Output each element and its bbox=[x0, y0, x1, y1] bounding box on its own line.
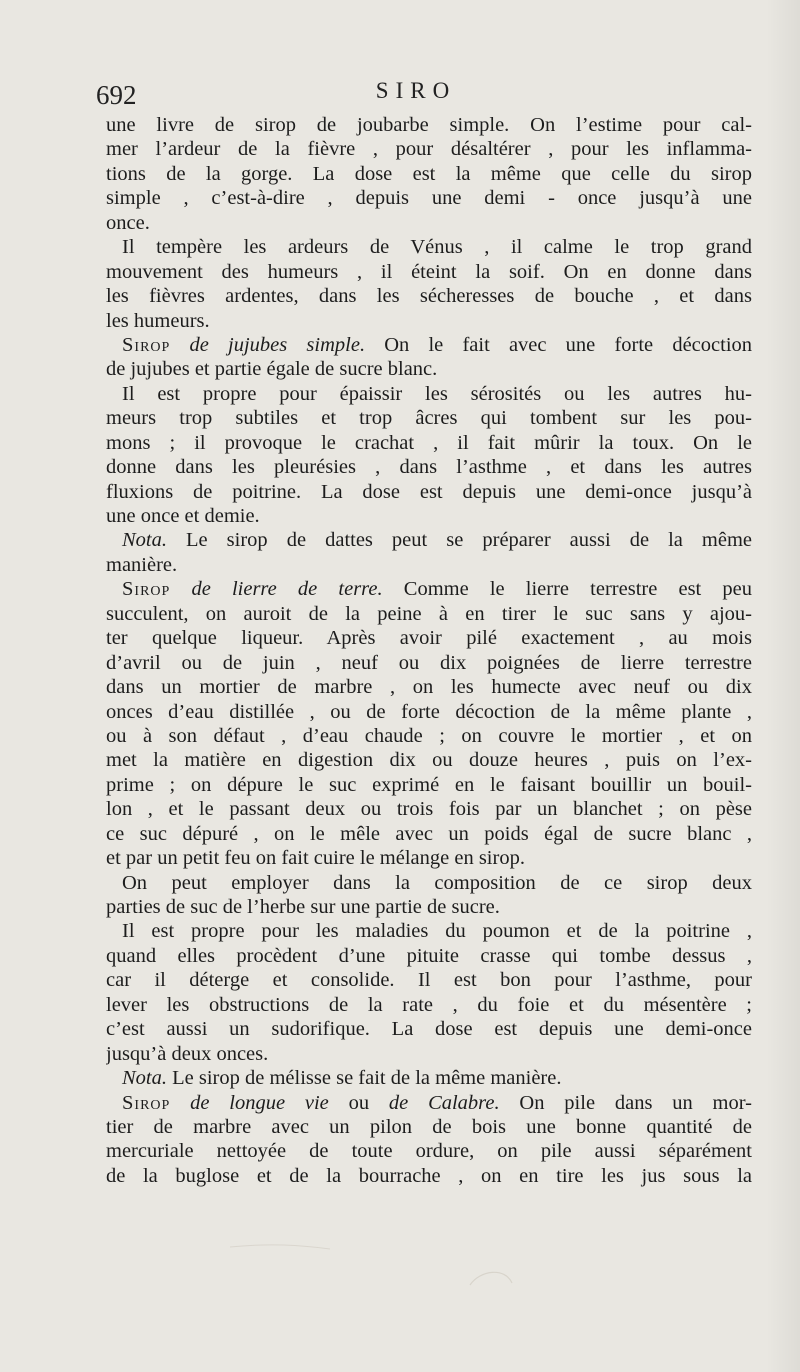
text-line bbox=[106, 1139, 752, 1163]
text-line bbox=[106, 162, 752, 186]
text-run: mons ; il provoque le crachat , il fait mûrir la toux. On le bbox=[106, 431, 752, 454]
text-run: mer l’ardeur de la fièvre , pour désaltérer , pour les inflamma- bbox=[106, 138, 752, 161]
text-run: ou à son défaut , d’eau chaude ; on couvre le mortier , et on bbox=[106, 724, 752, 747]
italic-text: Nota. bbox=[122, 529, 167, 552]
text-run: donne dans les pleurésies , dans l’asthme , et dans les autres bbox=[106, 456, 752, 479]
text-line bbox=[106, 602, 752, 626]
text-run: Il tempère les ardeurs de Vénus , il calme le trop grand bbox=[122, 236, 752, 259]
text-run: lon , et le passant deux ou trois fois par un blanchet ; on pèse bbox=[106, 798, 752, 821]
text-line bbox=[106, 1017, 752, 1041]
text-run bbox=[170, 1092, 190, 1114]
text-line bbox=[106, 675, 752, 699]
text-run: Le sirop de dattes peut se préparer aussi de la même bbox=[167, 529, 752, 552]
text-line bbox=[106, 748, 752, 772]
text-line bbox=[106, 309, 752, 333]
text-run: les humeurs. bbox=[106, 309, 210, 332]
text-run: manière. bbox=[106, 553, 178, 576]
text-line bbox=[106, 919, 752, 943]
text-run: de jujubes et partie égale de sucre blanc. bbox=[106, 358, 438, 381]
text-run bbox=[170, 578, 191, 600]
italic-text: de jujubes simple. bbox=[189, 333, 366, 356]
text-run: et par un petit feu on fait cuire le mélange en sirop. bbox=[106, 847, 525, 870]
text-line bbox=[106, 455, 752, 479]
text-run: On peut employer dans la composition de ce sirop deux bbox=[122, 871, 752, 894]
text-line bbox=[106, 700, 752, 724]
text-run: une once et demie. bbox=[106, 505, 260, 527]
text-line bbox=[106, 577, 752, 601]
text-line bbox=[106, 968, 752, 992]
entry-heading: Sirop bbox=[122, 578, 171, 601]
body-text bbox=[106, 113, 752, 1203]
text-run: On pile dans un mor- bbox=[499, 1091, 752, 1114]
text-run: mercuriale nettoyée de toute ordure, on pile aussi séparément bbox=[106, 1140, 752, 1163]
text-run: meurs trop subtiles et trop âcres qui tombent sur les pou- bbox=[106, 407, 752, 430]
text-run: fluxions de poitrine. La dose est depuis une demi-once jusqu’à bbox=[106, 480, 752, 503]
text-line bbox=[106, 1042, 752, 1066]
text-line bbox=[106, 846, 752, 870]
text-run: quand elles procèdent d’une pituite crasse qui tombe dessus , bbox=[106, 944, 752, 967]
text-line bbox=[106, 480, 752, 504]
text-line bbox=[106, 1091, 752, 1115]
text-run: met la matière en digestion dix ou douze heures , puis on l’ex- bbox=[106, 749, 752, 772]
text-run: car il déterge et consolide. Il est bon pour l’asthme, pour bbox=[106, 969, 752, 992]
text-line bbox=[106, 773, 752, 797]
text-run: tions de la gorge. La dose est la même que celle du sirop bbox=[106, 162, 752, 185]
text-line bbox=[106, 186, 752, 210]
text-run: c’est aussi un sudorifique. La dose est depuis une demi-once bbox=[106, 1018, 752, 1041]
text-line bbox=[106, 333, 752, 357]
text-line bbox=[106, 431, 752, 455]
text-line bbox=[106, 993, 752, 1017]
text-run: une livre de sirop de joubarbe simple. On l’estime pour cal- bbox=[106, 114, 752, 136]
text-line bbox=[106, 1066, 752, 1090]
text-line bbox=[106, 944, 752, 968]
text-line bbox=[106, 797, 752, 821]
text-line bbox=[106, 724, 752, 748]
text-line bbox=[106, 235, 752, 259]
text-run: d’avril ou de juin , neuf ou dix poignées de lierre terrestre bbox=[106, 651, 752, 674]
page-header bbox=[96, 76, 756, 116]
page-number: 692 bbox=[96, 80, 137, 110]
text-line bbox=[106, 137, 752, 161]
text-run: Comme le lierre terrestre est peu bbox=[382, 578, 752, 601]
text-run: jusqu’à deux onces. bbox=[106, 1042, 269, 1065]
text-line bbox=[106, 528, 752, 552]
text-run: succulent, on auroit de la peine à en tirer le suc sans y ajou- bbox=[106, 602, 752, 625]
text-line bbox=[106, 113, 752, 137]
text-line bbox=[106, 357, 752, 381]
text-line bbox=[106, 284, 752, 308]
text-run: tier de marbre avec un pilon de bois une bonne quantité de bbox=[106, 1115, 752, 1138]
text-run: mouvement des humeurs , il éteint la soif. On en donne dans bbox=[106, 260, 752, 283]
italic-text: de longue vie bbox=[190, 1091, 329, 1114]
text-run: les fièvres ardentes, dans les sécheresses de bouche , et dans bbox=[106, 285, 752, 308]
text-run: simple , c’est-à-dire , depuis une demi - once jusqu’à une bbox=[106, 187, 752, 210]
italic-text: Nota. bbox=[122, 1067, 167, 1090]
running-head: SIRO bbox=[375, 78, 457, 103]
italic-text: de Calabre. bbox=[388, 1091, 500, 1114]
paper-stain-marks bbox=[0, 1195, 800, 1372]
entry-heading: Sirop bbox=[122, 1091, 171, 1114]
text-line bbox=[106, 822, 752, 846]
text-run: On le fait avec une forte décoction bbox=[365, 333, 752, 356]
text-run: onces d’eau distillée , ou de forte décoction de la même plante , bbox=[106, 700, 752, 723]
text-line bbox=[106, 406, 752, 430]
entry-heading: Sirop bbox=[122, 333, 171, 356]
text-run: parties de suc de l’herbe sur une partie de sucre. bbox=[106, 896, 500, 918]
text-line bbox=[106, 895, 752, 919]
text-run: de la buglose et de la bourrache , on en tire les jus sous la bbox=[106, 1164, 752, 1187]
text-run: Il est propre pour épaissir les sérosités ou les autres hu- bbox=[122, 382, 752, 405]
text-line bbox=[106, 651, 752, 675]
text-run: prime ; on dépure le suc exprimé en le faisant bouillir un bouil- bbox=[106, 773, 752, 796]
italic-text: de lierre de terre. bbox=[191, 578, 383, 601]
text-run: ce suc dépuré , on le mêle avec un poids égal de sucre blanc , bbox=[106, 822, 752, 845]
text-line bbox=[106, 871, 752, 895]
text-line bbox=[106, 504, 752, 528]
text-line bbox=[106, 382, 752, 406]
text-run: once. bbox=[106, 211, 150, 234]
text-run: Le sirop de mélisse se fait de la même manière. bbox=[167, 1067, 562, 1090]
text-line bbox=[106, 626, 752, 650]
text-line bbox=[106, 1115, 752, 1139]
text-line bbox=[106, 1164, 752, 1188]
text-line bbox=[106, 553, 752, 577]
text-run bbox=[170, 334, 189, 356]
text-run: lever les obstructions de la rate , du foie et du mésentère ; bbox=[106, 993, 752, 1016]
text-line bbox=[106, 211, 752, 235]
text-run: Il est propre pour les maladies du poumon et de la poitrine , bbox=[122, 920, 752, 943]
text-run: ter quelque liqueur. Après avoir pilé exactement , au mois bbox=[106, 627, 752, 650]
text-line bbox=[106, 260, 752, 284]
text-run: dans un mortier de marbre , on les humecte avec neuf ou dix bbox=[106, 676, 752, 699]
text-run: ou bbox=[328, 1091, 389, 1114]
